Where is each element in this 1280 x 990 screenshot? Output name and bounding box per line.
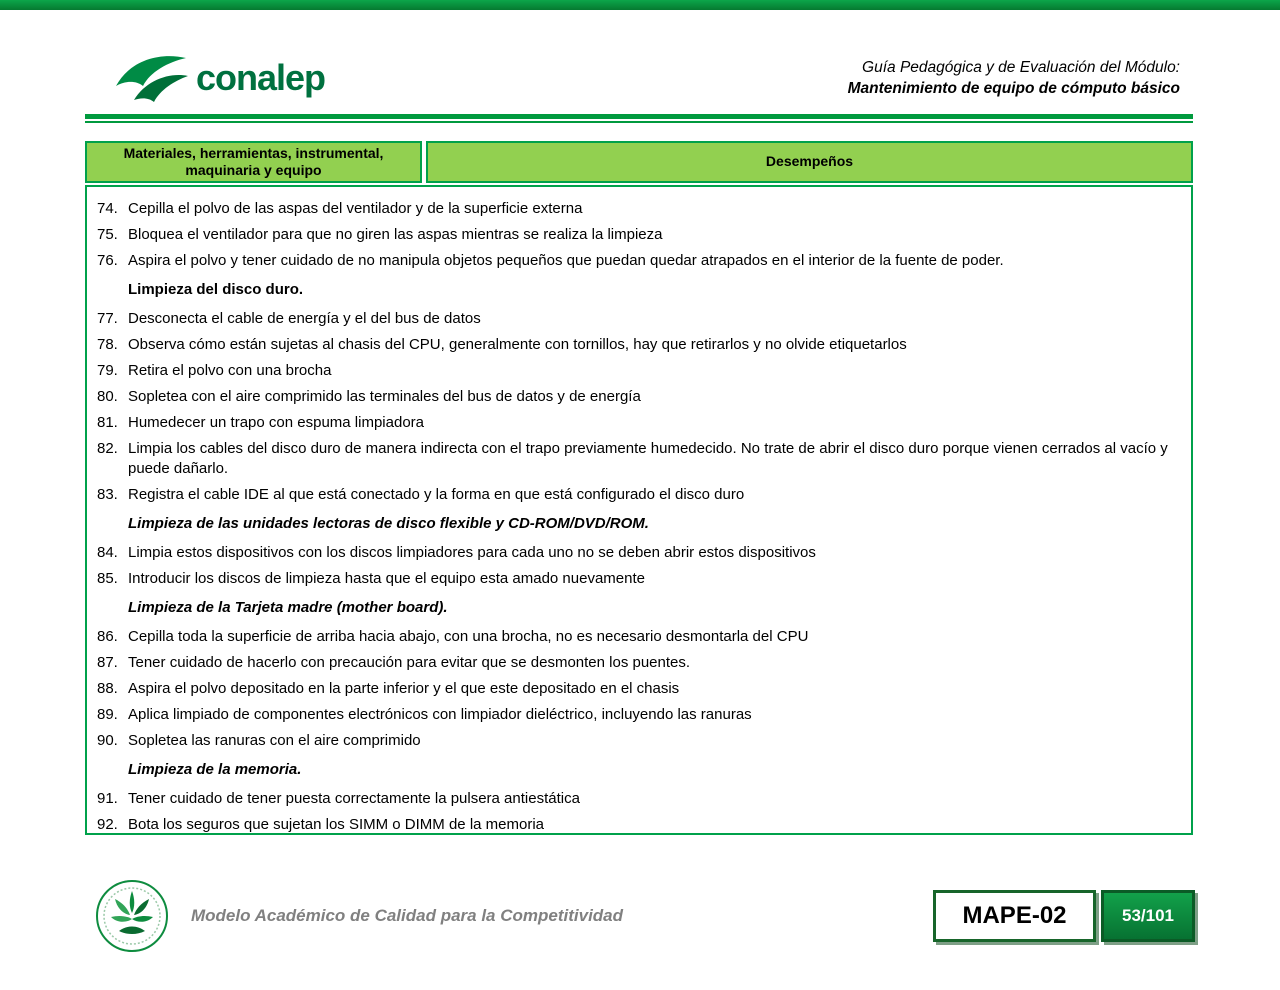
item-text: Tener cuidado de tener puesta correctamente la pulsera antiestática <box>128 790 580 807</box>
item-text: Bloquea el ventilador para que no giren las aspas mientras se realiza la limpieza <box>128 226 663 243</box>
item-number: 84. <box>97 544 118 561</box>
list-item <box>97 789 1177 809</box>
item-number: 88. <box>97 680 118 697</box>
content-table <box>85 141 1193 835</box>
item-number: 86. <box>97 628 118 645</box>
item-text: Registra el cable IDE al que está conectado y la forma en que está configurado el disco duro <box>128 486 745 503</box>
list-item <box>97 251 1177 271</box>
item-text: Limpia estos dispositivos con los discos limpiadores para cada uno no se deben abrir estos dispositivos <box>128 544 816 561</box>
divider-thick-line <box>85 114 1193 119</box>
item-number: 85. <box>97 570 118 587</box>
list-item <box>97 225 1177 245</box>
item-number: 77. <box>97 310 118 327</box>
item-number: 80. <box>97 388 118 405</box>
list-item <box>97 361 1177 381</box>
page-footer <box>95 879 1195 953</box>
item-number: 75. <box>97 226 118 243</box>
list-item <box>97 543 1177 563</box>
section-heading: Limpieza de la memoria. <box>128 761 302 778</box>
item-text: Desconecta el cable de energía y el del bus de datos <box>128 310 481 327</box>
table-header-row <box>85 141 1193 183</box>
top-green-bar <box>0 0 1280 10</box>
item-number: 87. <box>97 654 118 671</box>
header-divider <box>85 114 1193 123</box>
page-number-box: 53/101 <box>1101 890 1195 942</box>
footer-motto: Modelo Académico de Calidad para la Competitividad <box>191 906 624 925</box>
item-text: Aspira el polvo y tener cuidado de no manipula objetos pequeños que puedan quedar atrapados en el interior de la fuente de poder. <box>128 252 1004 269</box>
list-item <box>97 679 1177 699</box>
item-text: Cepilla el polvo de las aspas del ventilador y de la superficie externa <box>128 200 583 217</box>
item-number: 79. <box>97 362 118 379</box>
conalep-logo-text: conalep <box>196 57 326 98</box>
item-number: 92. <box>97 816 118 833</box>
section-heading: Limpieza de las unidades lectoras de disco flexible y CD-ROM/DVD/ROM. <box>128 515 649 532</box>
list-item <box>97 627 1177 647</box>
item-number: 89. <box>97 706 118 723</box>
item-number: 76. <box>97 252 118 269</box>
list-item <box>97 309 1177 329</box>
document-title <box>848 58 1180 104</box>
item-text: Humedecer un trapo con espuma limpiadora <box>128 414 424 431</box>
item-text: Sopletea con el aire comprimido las terminales del bus de datos y de energía <box>128 388 641 405</box>
item-number: 82. <box>97 440 118 457</box>
column-header-materiales-line1: Materiales, herramientas, instrumental, <box>123 144 384 161</box>
conalep-swoosh-icon <box>112 52 190 104</box>
item-text: Retira el polvo con una brocha <box>128 362 332 379</box>
list-item <box>97 653 1177 673</box>
column-header-desempenos <box>426 141 1193 183</box>
item-text: Sopletea las ranuras con el aire comprimido <box>128 732 421 749</box>
item-text: Bota los seguros que sujetan los SIMM o DIMM de la memoria <box>128 816 545 833</box>
item-text: Limpia los cables del disco duro de manera indirecta con el trapo previamente humedecido. No trate de abrir el disco duro porque vienen cerrados al vacío y puede dañarlo. <box>128 440 1168 477</box>
column-header-materiales <box>85 141 422 183</box>
conalep-logo <box>112 52 325 104</box>
list-item <box>97 335 1177 355</box>
list-item <box>97 731 1177 751</box>
list-item <box>97 199 1177 219</box>
list-item <box>97 705 1177 725</box>
list-item <box>97 485 1177 505</box>
item-text: Introducir los discos de limpieza hasta que el equipo esta amado nuevamente <box>128 570 645 587</box>
document-code-box: MAPE-02 <box>933 890 1096 942</box>
item-number: 74. <box>97 200 118 217</box>
divider-thin-line <box>85 121 1193 123</box>
item-text: Aspira el polvo depositado en la parte inferior y el que este depositado en el chasis <box>128 680 680 697</box>
table-body <box>85 185 1193 835</box>
item-number: 81. <box>97 414 118 431</box>
list-item <box>97 815 1177 835</box>
guide-title-line: Guía Pedagógica y de Evaluación del Módulo: <box>862 59 1180 77</box>
column-header-desempenos-label: Desempeños <box>765 153 854 170</box>
list-item <box>97 569 1177 589</box>
page-header <box>0 10 1280 110</box>
item-text: Cepilla toda la superficie de arriba hacia abajo, con una brocha, no es necesario desmontarla del CPU <box>128 628 809 645</box>
item-text: Observa cómo están sujetas al chasis del CPU, generalmente con tornillos, hay que retirarlos y no olvide etiquetarlos <box>128 336 907 353</box>
item-number: 78. <box>97 336 118 353</box>
footer-boxes <box>933 890 1195 942</box>
section-heading: Limpieza del disco duro. <box>128 281 304 298</box>
conalep-seal-icon <box>95 879 169 953</box>
item-number: 91. <box>97 790 118 807</box>
list-item <box>97 413 1177 433</box>
list-item <box>97 439 1177 479</box>
item-number: 90. <box>97 732 118 749</box>
column-header-materiales-line2: maquinaria y equipo <box>185 162 322 178</box>
section-heading: Limpieza de la Tarjeta madre (mother board). <box>128 599 448 616</box>
item-text: Tener cuidado de hacerlo con precaución para evitar que se desmonten los puentes. <box>128 654 691 671</box>
item-number: 83. <box>97 486 118 503</box>
module-title-line: Mantenimiento de equipo de cómputo básico <box>847 80 1180 98</box>
item-text: Aplica limpiado de componentes electrónicos con limpiador dieléctrico, incluyendo las ranuras <box>128 706 752 723</box>
performance-list <box>97 199 1177 835</box>
list-item <box>97 387 1177 407</box>
